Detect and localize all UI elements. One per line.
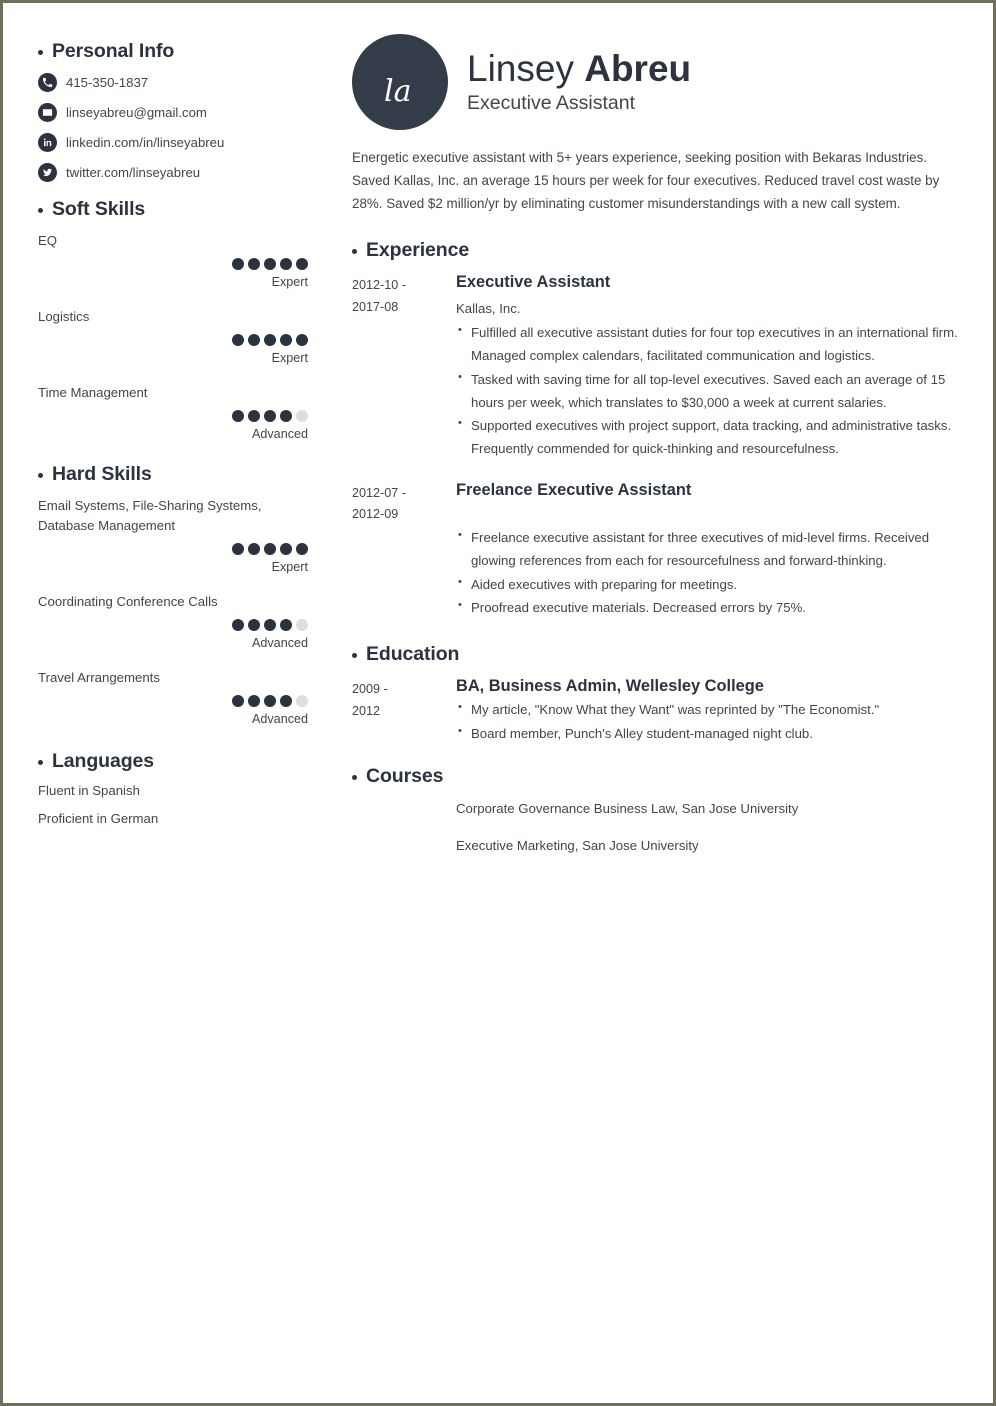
skill-level: Expert xyxy=(271,351,308,366)
rating-dot xyxy=(264,543,276,555)
contact-linkedin-value: linkedin.com/in/linseyabreu xyxy=(66,134,225,150)
experience-entry xyxy=(352,480,976,621)
sidebar xyxy=(6,6,316,1400)
experience-company: Kallas, Inc. xyxy=(456,300,521,316)
resume-sheet xyxy=(6,6,990,1400)
skill-level: Expert xyxy=(271,275,308,290)
skill-rating xyxy=(38,543,308,555)
experience-dates xyxy=(352,272,456,462)
course-item: Corporate Governance Business Law, San Jose University xyxy=(456,800,799,816)
education-dates xyxy=(352,676,456,747)
rating-dot xyxy=(232,410,244,422)
bullet-item: • Proofread executive materials. Decreased errors by 75%. xyxy=(456,597,976,620)
education-title: BA, Business Admin, Wellesley College xyxy=(456,676,764,695)
contact-item-email[interactable] xyxy=(38,103,294,122)
experience-body xyxy=(456,272,976,462)
rating-dot xyxy=(248,619,260,631)
contact-item-twitter[interactable] xyxy=(38,163,294,182)
bullet-item: • Board member, Punch's Alley student-managed night club. xyxy=(456,723,976,746)
courses-list xyxy=(352,798,976,856)
job-role-subtitle: Executive Assistant xyxy=(467,91,635,114)
rating-dot xyxy=(264,258,276,270)
rating-dot xyxy=(264,619,276,631)
skill-name: Time Management xyxy=(38,385,148,401)
main-content xyxy=(316,6,990,1400)
avatar-initials: la xyxy=(384,73,412,109)
skill-name: EQ xyxy=(38,233,58,248)
languages-heading-label: Languages xyxy=(52,749,155,772)
skill-name: Coordinating Conference Calls xyxy=(38,593,218,609)
education-bullets xyxy=(456,699,976,745)
experience-company xyxy=(456,506,976,523)
rating-dot xyxy=(280,543,292,555)
bullet-item: • Supported executives with project support, data tracking, and administrative tasks. Frequently commended for quick-thinking and resourcefulness. xyxy=(456,415,976,460)
rating-dot xyxy=(232,695,244,707)
rating-dot xyxy=(280,695,292,707)
rating-dot xyxy=(232,543,244,555)
soft-skills-heading-label: Soft Skills xyxy=(52,198,146,220)
skill-rating xyxy=(38,695,308,707)
rating-dot xyxy=(264,410,276,422)
linkedin-icon xyxy=(38,133,57,152)
date-to: 2012-09 xyxy=(352,507,399,522)
experience-body xyxy=(456,480,976,621)
section-heading-experience xyxy=(352,239,976,262)
section-heading-hard-skills xyxy=(38,463,294,486)
skill-item xyxy=(38,231,308,290)
education-entry xyxy=(352,676,976,747)
skill-rating xyxy=(38,334,308,346)
rating-dot xyxy=(248,258,260,270)
skill-name: Email Systems, File-Sharing Systems, Database Management xyxy=(38,498,262,533)
section-heading-education xyxy=(352,643,976,666)
heading-bullet-icon xyxy=(38,208,43,213)
skill-item xyxy=(38,592,308,650)
skill-rating xyxy=(38,258,308,270)
rating-dot xyxy=(264,695,276,707)
courses-heading-label: Courses xyxy=(366,764,444,787)
date-to: 2017-08 xyxy=(352,299,399,314)
rating-dot xyxy=(232,258,244,270)
skill-level: Expert xyxy=(271,559,308,574)
rating-dot xyxy=(248,695,260,707)
rating-dot xyxy=(280,619,292,631)
skill-level: Advanced xyxy=(251,635,308,650)
rating-dot xyxy=(296,258,308,270)
skill-name: Logistics xyxy=(38,309,90,325)
summary-paragraph: Energetic executive assistant with 5+ years experience, seeking position with Bekaras Industries. Saved Kallas, Inc. an average 15 hours per week for four executives. Reduced travel cost waste by 28%. Saved $2 million/yr by eliminating customer misunderstandings with a new call system. xyxy=(352,150,940,212)
section-heading-courses xyxy=(352,765,976,788)
email-icon xyxy=(38,103,57,122)
heading-bullet-icon xyxy=(352,775,357,780)
contact-list xyxy=(38,73,294,182)
contact-email-value: linseyabreu@gmail.com xyxy=(66,104,207,120)
twitter-icon xyxy=(38,163,57,182)
contact-phone-value: 415-350-1837 xyxy=(66,74,149,90)
date-from: 2012-07 - xyxy=(352,485,406,500)
avatar xyxy=(352,34,448,130)
experience-title: Executive Assistant xyxy=(456,273,611,292)
education-heading-label: Education xyxy=(366,642,460,665)
heading-bullet-icon xyxy=(352,653,357,658)
date-from: 2012-10 - xyxy=(352,278,406,293)
date-from: 2009 - xyxy=(352,681,388,696)
bullet-item: • Freelance executive assistant for three executives of mid-level firms. Received glowing references from each for resourcefulness and forward-thinking. xyxy=(456,527,976,572)
rating-dot xyxy=(296,619,308,631)
rating-dot xyxy=(232,619,244,631)
phone-icon xyxy=(38,73,57,92)
skill-rating xyxy=(38,410,308,422)
rating-dot xyxy=(296,695,308,707)
rating-dot xyxy=(296,334,308,346)
experience-entry xyxy=(352,272,976,462)
contact-item-phone[interactable] xyxy=(38,73,294,92)
resume-header xyxy=(352,34,976,130)
section-heading-soft-skills xyxy=(38,198,294,221)
last-name: Abreu xyxy=(584,48,692,90)
skill-name: Travel Arrangements xyxy=(38,669,160,685)
contact-item-linkedin[interactable] xyxy=(38,133,294,152)
page-title xyxy=(467,50,691,88)
heading-bullet-icon xyxy=(352,249,357,254)
experience-bullets xyxy=(456,527,976,620)
section-heading-personal-info xyxy=(38,40,294,63)
education-body xyxy=(456,676,976,747)
rating-dot xyxy=(296,543,308,555)
first-name: Linsey xyxy=(467,48,585,90)
experience-title: Freelance Executive Assistant xyxy=(456,480,692,499)
skill-level: Advanced xyxy=(251,427,308,442)
skill-item xyxy=(38,496,308,574)
skill-level: Advanced xyxy=(251,711,308,726)
rating-dot xyxy=(280,410,292,422)
section-heading-languages xyxy=(38,750,294,773)
contact-twitter-value: twitter.com/linseyabreu xyxy=(66,164,201,180)
skill-rating xyxy=(38,619,308,631)
course-item: Executive Marketing, San Jose University xyxy=(456,838,699,853)
rating-dot xyxy=(248,543,260,555)
heading-bullet-icon xyxy=(38,50,43,55)
rating-dot xyxy=(296,410,308,422)
rating-dot xyxy=(248,334,260,346)
rating-dot xyxy=(232,334,244,346)
rating-dot xyxy=(264,334,276,346)
experience-bullets xyxy=(456,322,976,460)
language-item: Proficient in German xyxy=(38,810,159,826)
skill-item xyxy=(38,383,308,442)
bullet-item: • Fulfilled all executive assistant duties for four top executives in an international firm. Managed complex calendars, facilitated communication and logistics. xyxy=(456,322,976,367)
experience-heading-label: Experience xyxy=(366,239,470,262)
skill-item xyxy=(38,307,308,366)
hard-skills-heading-label: Hard Skills xyxy=(52,463,152,486)
rating-dot xyxy=(280,334,292,346)
bullet-item: • Aided executives with preparing for meetings. xyxy=(456,574,976,597)
rating-dot xyxy=(248,410,260,422)
bullet-item: • My article, "Know What they Want" was reprinted by "The Economist." xyxy=(456,699,976,722)
date-to: 2012 xyxy=(352,703,381,718)
language-item: Fluent in Spanish xyxy=(38,782,140,798)
heading-bullet-icon xyxy=(38,473,43,478)
bullet-item: • Tasked with saving time for all top-level executives. Saved each an average of 15 hours per week, which translates to $30,000 a week at current salaries. xyxy=(456,369,976,414)
skill-item xyxy=(38,668,308,726)
personal-info-heading-label: Personal Info xyxy=(52,40,175,62)
heading-bullet-icon xyxy=(38,760,43,765)
rating-dot xyxy=(280,258,292,270)
name-block xyxy=(467,50,691,114)
experience-dates xyxy=(352,480,456,621)
